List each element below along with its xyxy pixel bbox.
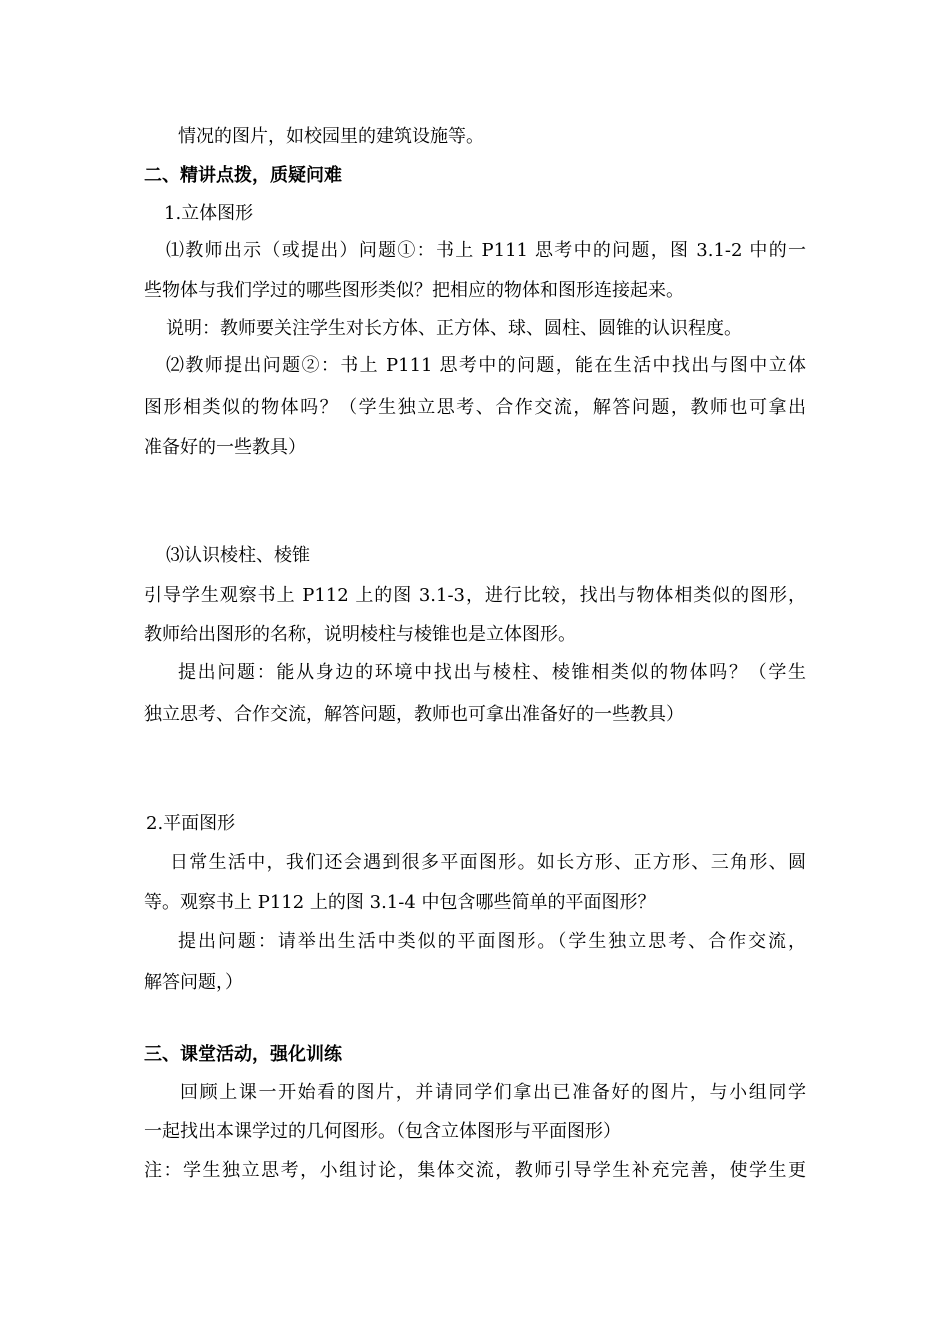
text-line: 提出问题：能从身边的环境中找出与棱柱、棱锥相类似的物体吗？（学生 [178,662,806,683]
text-line: 准备好的一些教具） [144,437,306,458]
text-line: 些物体与我们学过的哪些图形类似？把相应的物体和图形连接起来。 [144,280,684,301]
section-heading: 三、课堂活动，强化训练 [144,1044,342,1065]
text-line: 等。观察书上 P112 上的图 3.1-4 中包含哪些简单的平面图形？ [144,892,656,913]
subsection-heading: 1.立体图形 [164,203,254,224]
text-line: 注：学生独立思考，小组讨论，集体交流，教师引导学生补充完善，使学生更 [144,1160,806,1181]
text-line: 提出问题：请举出生活中类似的平面图形。（学生独立思考、合作交流， [178,931,806,952]
text-line: ⑵教师提出问题②：书上 P111 思考中的问题，能在生活中找出与图中立体 [166,355,806,376]
text-line: 解答问题，） [144,972,243,993]
text-line: 教师给出图形的名称，说明棱柱与棱锥也是立体图形。 [144,624,576,645]
text-line: 图形相类似的物体吗？（学生独立思考、合作交流，解答问题，教师也可拿出 [144,397,806,418]
subsection-heading: 2.平面图形 [146,813,236,834]
subsection-heading: ⑶认识棱柱、棱锥 [166,545,310,566]
text-line: 日常生活中，我们还会遇到很多平面图形。如长方形、正方形、三角形、圆 [170,852,806,873]
text-line: 引导学生观察书上 P112 上的图 3.1-3，进行比较，找出与物体相类似的图形， [144,585,806,606]
section-heading: 二、精讲点拨，质疑问难 [144,165,342,186]
text-line: 一起找出本课学过的几何图形。（包含立体图形与平面图形） [144,1121,621,1142]
text-line: 独立思考、合作交流，解答问题，教师也可拿出准备好的一些教具） [144,704,684,725]
text-line: 情况的图片，如校园里的建筑设施等。 [178,126,484,147]
text-line: 回顾上课一开始看的图片，并请同学们拿出已准备好的图片，与小组同学 [180,1082,806,1103]
text-line: 说明：教师要关注学生对长方体、正方体、球、圆柱、圆锥的认识程度。 [166,318,742,339]
text-line: ⑴教师出示（或提出）问题①：书上 P111 思考中的问题，图 3.1-2 中的一 [166,240,806,261]
